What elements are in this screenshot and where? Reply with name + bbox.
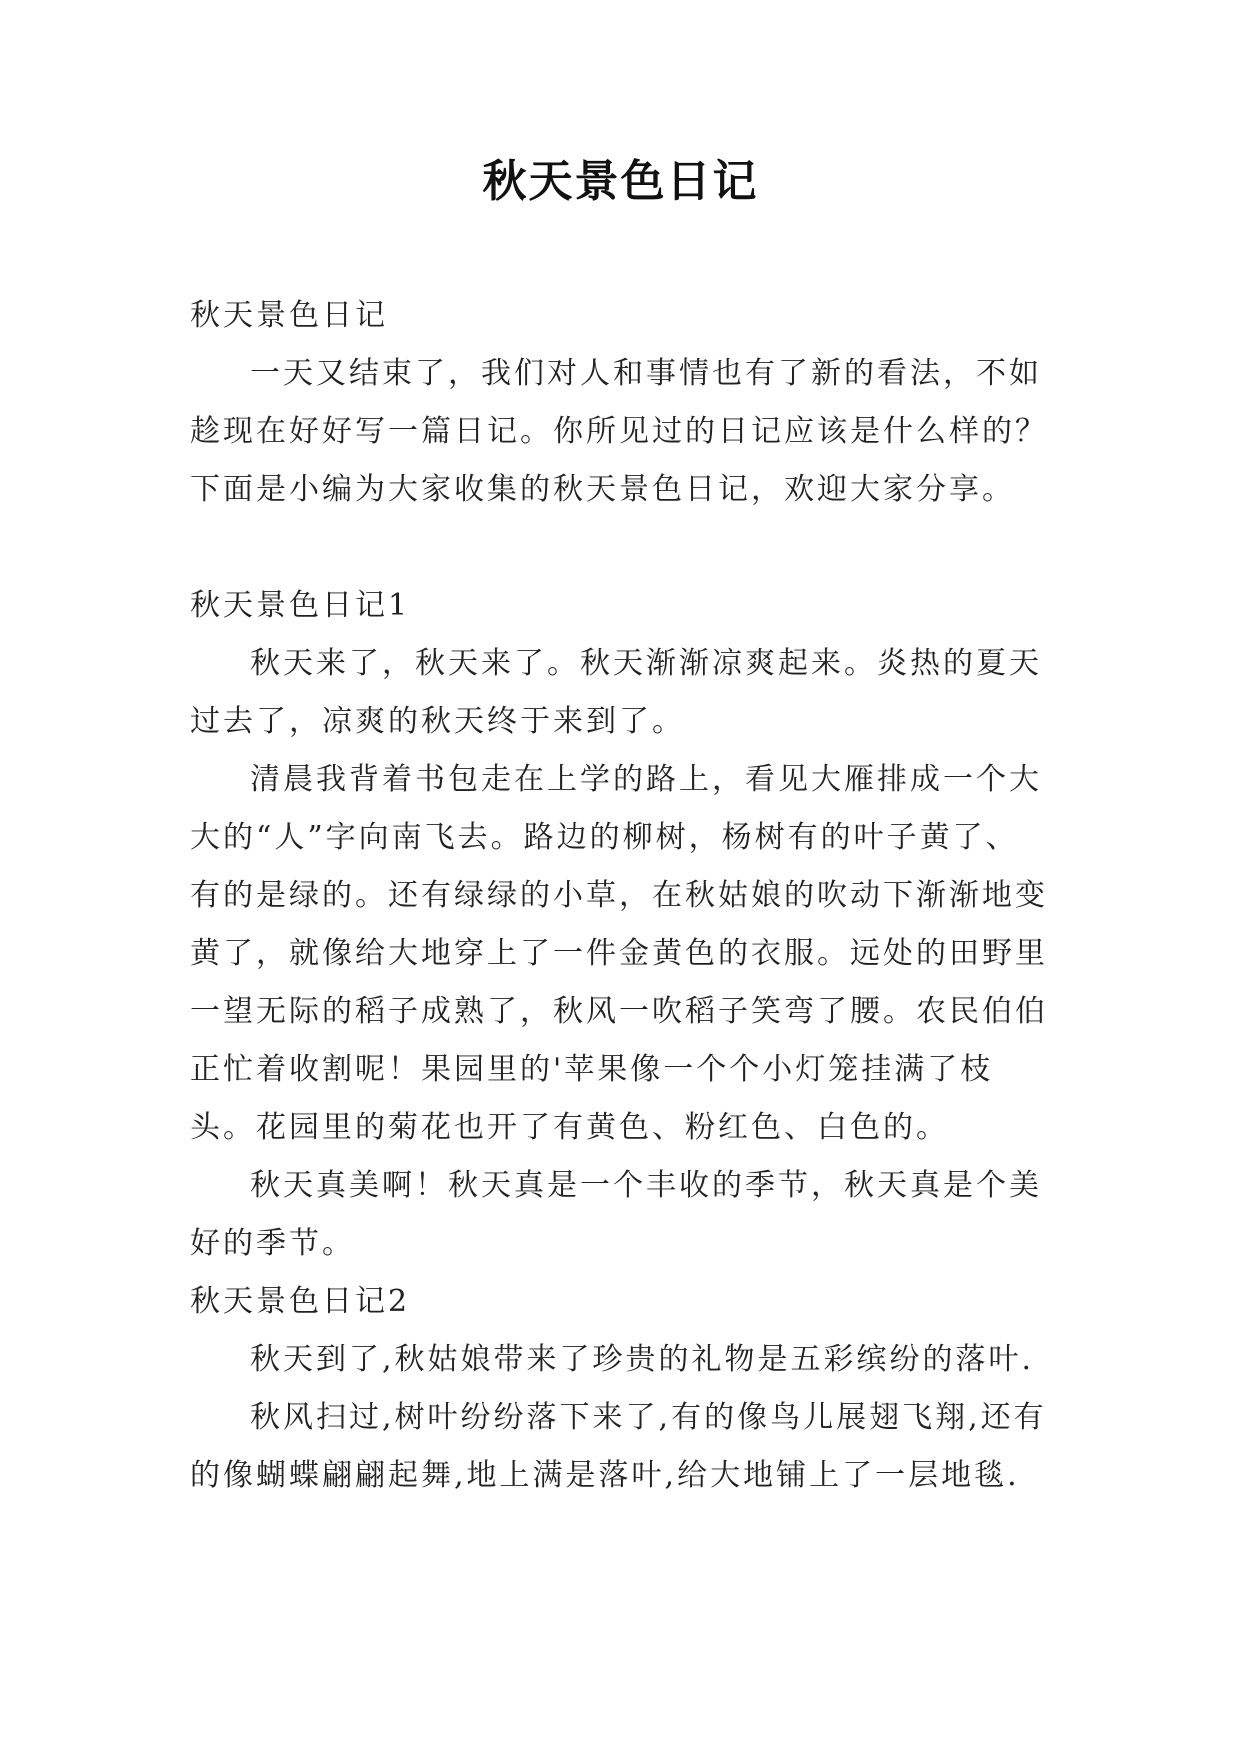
- document-body: [190, 287, 1050, 1505]
- section-1-heading: 秋天景色日记1: [190, 588, 411, 623]
- section-2-heading: 秋天景色日记2: [190, 1284, 411, 1319]
- section-1-paragraph-2: 清晨我背着书包走在上学的路上，看见大雁排成一个大大的“人”字向南飞去。路边的柳树，杨树有的叶子黄了、有的是绿的。还有绿绿的小草，在秋姑娘的吹动下渐渐地变黄了，就像给大地穿上了一件金黄色的衣服。远处的田野里一望无际的稻子成熟了，秋风一吹稻子笑弯了腰。农民伯伯正忙着收割呢！果园里的'苹果像一个个小灯笼挂满了枝头。花园里的菊花也开了有黄色、粉红色、白色的。: [190, 762, 1048, 1145]
- section-1-paragraph-1: 秋天来了，秋天来了。秋天渐渐凉爽起来。炎热的夏天过去了，凉爽的秋天终于来到了。: [190, 646, 1042, 739]
- section-spacer: [190, 519, 1050, 577]
- intro-paragraph: 一天又结束了，我们对人和事情也有了新的看法，不如趁现在好好写一篇日记。你所见过的日记应该是什么样的？下面是小编为大家收集的秋天景色日记，欢迎大家分享。: [190, 356, 1048, 507]
- section-2-paragraph-1: 秋天到了,秋姑娘带来了珍贵的礼物是五彩缤纷的落叶.: [250, 1342, 1035, 1377]
- section-1-paragraph-3: 秋天真美啊！秋天真是一个丰收的季节，秋天真是个美好的季节。: [190, 1168, 1042, 1261]
- intro-heading: 秋天景色日记: [190, 298, 388, 333]
- document-title: 秋天景色日记: [482, 156, 759, 207]
- section-2-paragraph-2: 秋风扫过,树叶纷纷落下来了,有的像鸟儿展翅飞翔,还有的像蝴蝶翩翩起舞,地上满是落叶,给大地铺上了一层地毯.: [190, 1400, 1047, 1493]
